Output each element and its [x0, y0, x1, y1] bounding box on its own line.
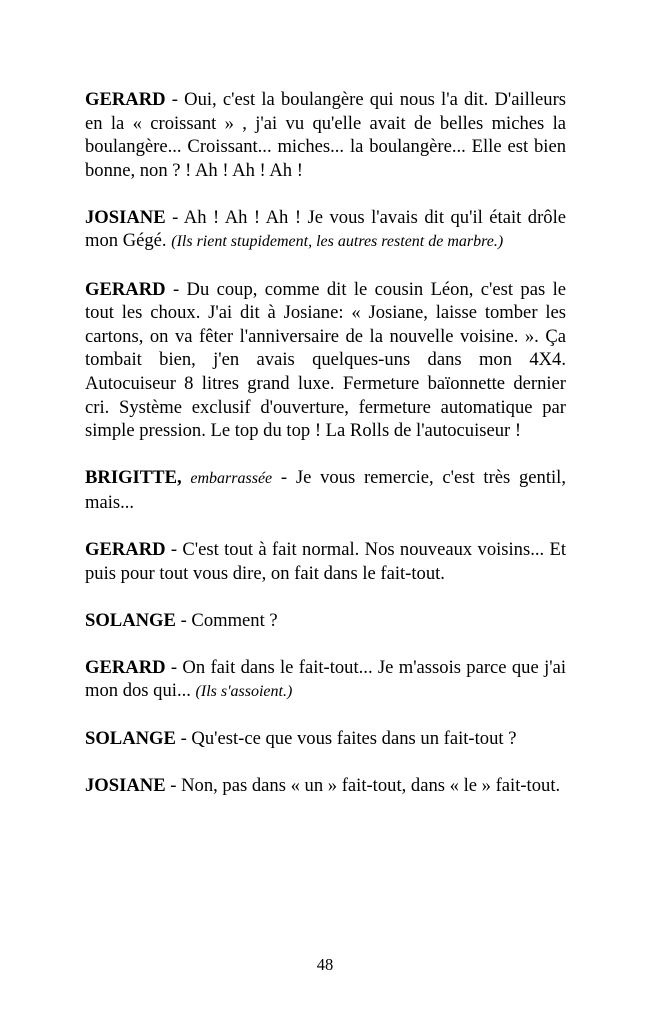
script-page	[85, 88, 566, 822]
stage-direction: embarrassée	[190, 470, 273, 488]
speaker-name: GERARD	[85, 656, 166, 678]
dialogue-text: - Comment ?	[175, 609, 278, 631]
dialogue-paragraph	[85, 774, 566, 798]
dialogue-paragraph	[85, 278, 566, 443]
stage-direction: (Ils rient stupidement, les autres restent de marbre.)	[171, 233, 504, 251]
speaker-name: BRIGITTE,	[85, 467, 182, 489]
dialogue-paragraph	[85, 206, 566, 254]
dialogue-paragraph	[85, 538, 566, 585]
dialogue-paragraph	[85, 727, 566, 751]
dialogue-text: - On fait dans le fait-tout... Je m'assois parce que j'ai mon dos qui...	[85, 656, 566, 702]
dialogue-text: - Du coup, comme dit le cousin Léon, c'est pas le tout les choux. J'ai dit à Josiane: « Josiane, laisse tomber les cartons, on va fêter l'anniversaire de la nouvelle voisine. ». Ça tombait bien, j'en avais quelques-uns dans mon 4X4. Autocuiseur 8 litres grand luxe. Fermeture baïonnette dernier cri. Système exclusif d'ouverture, fermeture automatique par simple pression. Le top du top ! La Rolls de l'autocuiseur !	[85, 278, 566, 442]
dialogue-text: - Oui, c'est la boulangère qui nous l'a dit. D'ailleurs en la « croissant » , j'ai vu qu'elle avait de belles miches la boulangère... Croissant... miches... la boulangère... Elle est bien bonne, non ? ! Ah ! Ah ! Ah !	[85, 89, 566, 181]
dialogue-paragraph	[85, 88, 566, 182]
page-number: 48	[316, 955, 334, 974]
speaker-name: SOLANGE	[85, 609, 176, 631]
speaker-name: GERARD	[85, 278, 166, 300]
dialogue-text: - Qu'est-ce que vous faites dans un fait-tout ?	[175, 728, 517, 750]
dialogue-text: - Je vous remercie, c'est très gentil, mais...	[85, 467, 566, 513]
speaker-name: GERARD	[85, 89, 166, 110]
dialogue-paragraph	[85, 466, 566, 514]
speaker-name: JOSIANE	[85, 206, 166, 228]
dialogue-text: - C'est tout à fait normal. Nos nouveaux voisins... Et puis pour tout vous dire, on fait dans le fait-tout.	[85, 538, 566, 584]
dialogue-text: - Non, pas dans « un » fait-tout, dans « le » fait-tout.	[165, 775, 561, 797]
stage-direction: (Ils s'assoient.)	[195, 683, 293, 701]
dialogue-paragraph	[85, 656, 566, 704]
dialogue-paragraph	[85, 609, 566, 633]
speaker-name: SOLANGE	[85, 728, 176, 750]
speaker-name: GERARD	[85, 538, 166, 560]
dialogue-text: - Ah ! Ah ! Ah ! Je vous l'avais dit qu'il était drôle mon Gégé.	[85, 206, 566, 252]
speaker-name: JOSIANE	[85, 775, 166, 797]
